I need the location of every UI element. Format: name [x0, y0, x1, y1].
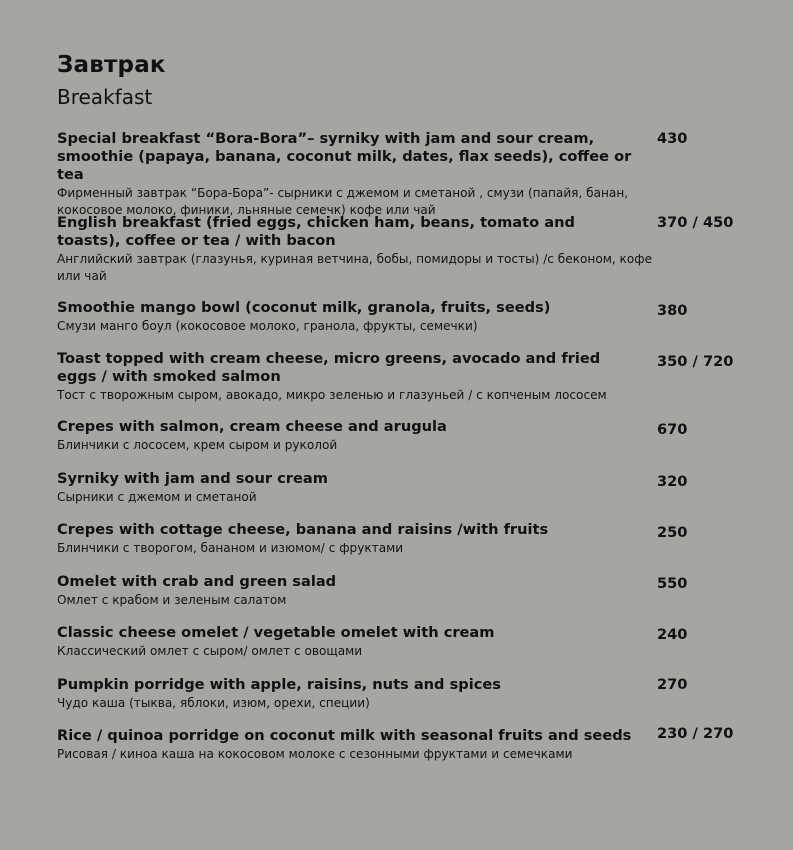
item-name: Crepes with cottage cheese, banana and raisins /with fruits — [57, 521, 549, 538]
item-description: Омлет с крабом и зеленым салатом — [57, 593, 287, 607]
item-price: 240 — [657, 626, 688, 643]
menu-item — [57, 299, 737, 335]
item-price: 270 — [657, 676, 688, 693]
menu-item — [57, 624, 737, 660]
item-price: 380 — [657, 302, 688, 319]
item-name: Syrniky with jam and sour cream — [57, 470, 328, 487]
item-description: Блинчики с творогом, бананом и изюмом/ с фруктами — [57, 541, 404, 555]
menu-item — [57, 470, 737, 506]
item-price: 550 — [657, 575, 688, 592]
item-price: 230 / 270 — [657, 725, 734, 742]
item-description: Тост с творожным сыром, авокадо, микро зеленью и глазуньей / с копченым лососем — [57, 388, 607, 402]
item-description: Сырники с джемом и сметаной — [57, 490, 257, 504]
item-price: 250 — [657, 524, 688, 541]
menu-item — [57, 418, 737, 454]
item-price: 320 — [657, 473, 688, 490]
menu-title-ru: Завтрак — [57, 52, 166, 78]
menu-item — [57, 130, 737, 219]
item-name: Omelet with crab and green salad — [57, 573, 337, 590]
menu-item — [57, 350, 737, 404]
menu-item — [57, 727, 737, 763]
item-description: Английский завтрак (глазунья, куриная ветчина, бобы, помидоры и тосты) /с беконом, кофе или чай — [57, 252, 653, 283]
item-name: Classic cheese omelet / vegetable omelet with cream — [57, 624, 495, 641]
item-price: 670 — [657, 421, 688, 438]
menu-item — [57, 214, 737, 285]
item-description: Рисовая / киноа каша на кокосовом молоке с сезонными фруктами и семечками — [57, 747, 573, 761]
item-price: 350 / 720 — [657, 353, 734, 370]
item-price: 430 — [657, 130, 688, 147]
item-name: Special breakfast “Bora-Bora”– syrniky with jam and sour cream, smoothie (papaya, banana, coconut milk, dates, flax seeds), coffee or tea — [57, 130, 632, 183]
menu-title-en: Breakfast — [57, 85, 153, 109]
item-description: Блинчики с лососем, крем сыром и руколой — [57, 438, 338, 452]
item-name: Rice / quinoa porridge on coconut milk with seasonal fruits and seeds — [57, 727, 632, 744]
item-name: Pumpkin porridge with apple, raisins, nuts and spices — [57, 676, 501, 693]
menu-item — [57, 676, 737, 712]
item-name: Smoothie mango bowl (coconut milk, granola, fruits, seeds) — [57, 299, 551, 316]
item-name: English breakfast (fried eggs, chicken ham, beans, tomato and toasts), coffee or tea / with bacon — [57, 214, 575, 249]
item-description: Фирменный завтрак “Бора-Бора”- сырники с джемом и сметаной , смузи (папайя, банан, кокосовое молоко, финики, льняные семечк) кофе или чай — [57, 186, 629, 217]
menu-item — [57, 573, 737, 609]
item-description: Классический омлет с сыром/ омлет с овощами — [57, 644, 363, 658]
item-description: Чудо каша (тыква, яблоки, изюм, орехи, специи) — [57, 696, 370, 710]
item-name: Toast topped with cream cheese, micro greens, avocado and fried eggs / with smoked salmon — [57, 350, 601, 385]
item-description: Смузи манго боул (кокосовое молоко, гранола, фрукты, семечки) — [57, 319, 478, 333]
item-name: Crepes with salmon, cream cheese and arugula — [57, 418, 447, 435]
menu-item — [57, 521, 737, 557]
item-price: 370 / 450 — [657, 214, 734, 231]
